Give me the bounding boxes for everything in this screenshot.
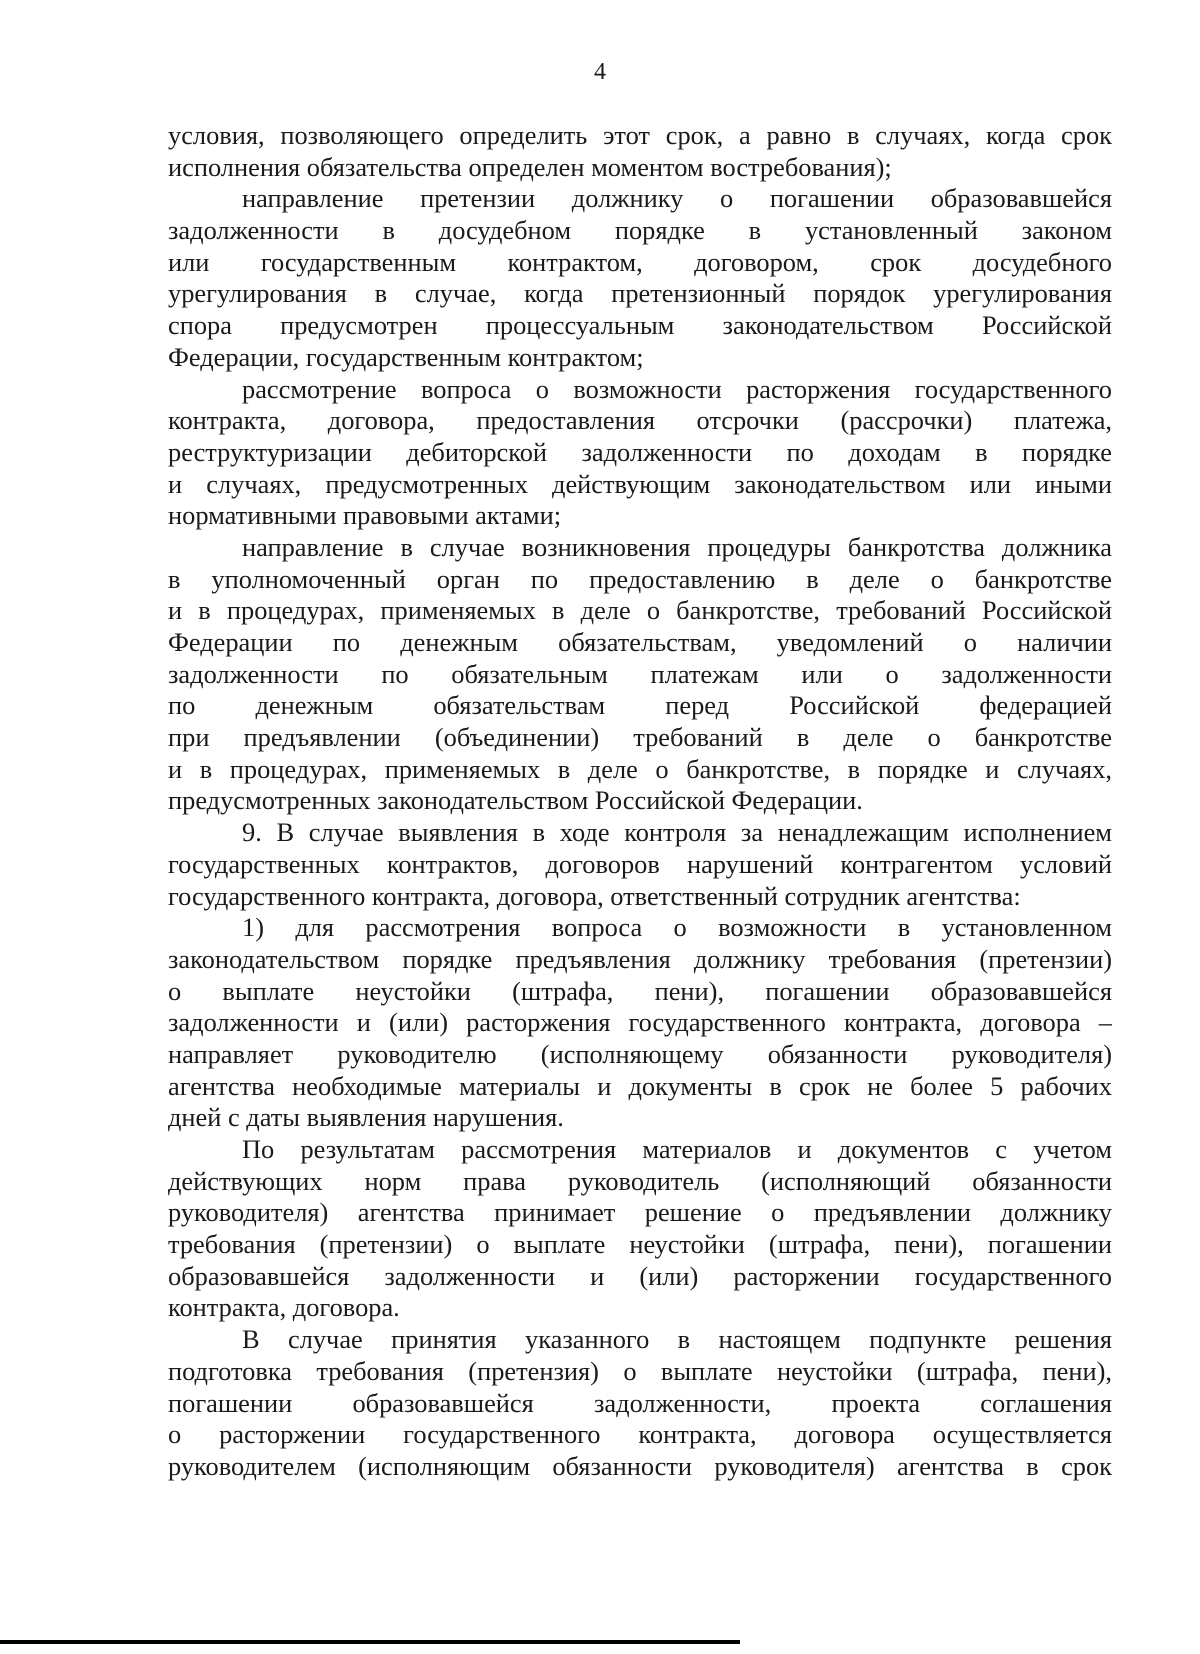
text-line: контракта, договора, предоставления отсрочки (рассрочки) платежа, (168, 405, 1112, 436)
text-line: о расторжении государственного контракта, договора осуществляется (168, 1419, 1112, 1450)
text-line: предусмотренных законодательством Российской Федерации. (168, 785, 863, 816)
text-line: задолженности по обязательным платежам или о задолженности (168, 658, 1112, 689)
text-line: спора предусмотрен процессуальным законодательством Российской (168, 310, 1112, 341)
page-number: 4 (594, 59, 606, 85)
text-line: задолженности в досудебном порядке в установленный законом (168, 215, 1112, 246)
text-line: или государственным контрактом, договором, срок досудебного (168, 246, 1112, 277)
text-line: по денежным обязательствам перед Российской федерацией (168, 690, 1112, 721)
text-line: урегулирования в случае, когда претензионный порядок урегулирования (168, 278, 1112, 309)
bottom-scan-edge (0, 1640, 740, 1644)
text-line: исполнения обязательства определен моментом востребования); (168, 151, 892, 182)
text-line: в уполномоченный орган по предоставлению в деле о банкротстве (168, 563, 1112, 594)
text-line: задолженности и (или) расторжения государственного контракта, договора – (168, 1007, 1112, 1038)
text-line: Федерации по денежным обязательствам, уведомлений о наличии (168, 627, 1112, 657)
text-line: руководителя) агентства принимает решение о предъявлении должнику (168, 1197, 1112, 1228)
text-line: 9. В случае выявления в ходе контроля за ненадлежащим исполнением (242, 817, 1112, 848)
text-line: государственных контрактов, договоров нарушений контрагентом условий (168, 848, 1112, 879)
text-line: рассмотрение вопроса о возможности расторжения государственного (242, 373, 1112, 404)
text-line: действующих норм права руководитель (исполняющий обязанности (168, 1165, 1112, 1196)
text-line: законодательством порядке предъявления должнику требования (претензии) (168, 943, 1112, 974)
text-line: руководителем (исполняющим обязанности руководителя) агентства в срок (168, 1450, 1112, 1481)
text-line: направляет руководителю (исполняющему обязанности руководителя) (168, 1038, 1112, 1069)
text-line: подготовка требования (претензия) о выплате неустойки (штрафа, пени), (168, 1355, 1112, 1386)
text-line: В случае принятия указанного в настоящем подпункте решения (242, 1324, 1112, 1355)
document-body (168, 120, 1112, 1483)
text-line: при предъявлении (объединении) требований в деле о банкротстве (168, 722, 1112, 753)
text-line: 1) для рассмотрения вопроса о возможности в установленном (242, 912, 1112, 943)
text-line: Федерации, государственным контрактом; (168, 341, 644, 372)
text-line: государственного контракта, договора, ответственный сотрудник агентства: (168, 880, 1021, 911)
text-line: образовавшейся задолженности и (или) расторжении государственного (168, 1260, 1112, 1291)
text-line: дней с даты выявления нарушения. (168, 1102, 564, 1133)
text-line: и в процедурах, применяемых в деле о банкротстве, требований Российской (168, 595, 1112, 626)
text-line: о выплате неустойки (штрафа, пени), погашении образовавшейся (168, 975, 1112, 1006)
text-line: реструктуризации дебиторской задолженности по доходам в порядке (168, 436, 1112, 467)
text-line: нормативными правовыми актами; (168, 500, 562, 531)
text-line: направление претензии должнику о погашении образовавшейся (242, 183, 1112, 214)
text-line: условия, позволяющего определить этот срок, а равно в случаях, когда срок (168, 120, 1112, 150)
text-line: контракта, договора. (168, 1292, 400, 1323)
text-line: По результатам рассмотрения материалов и документов с учетом (242, 1134, 1112, 1164)
text-line: погашении образовавшейся задолженности, проекта соглашения (168, 1387, 1112, 1418)
text-line: и в процедурах, применяемых в деле о банкротстве, в порядке и случаях, (168, 753, 1112, 784)
text-line: агентства необходимые материалы и документы в срок не более 5 рабочих (168, 1070, 1112, 1101)
text-line: направление в случае возникновения процедуры банкротства должника (242, 531, 1112, 562)
text-line: требования (претензии) о выплате неустойки (штрафа, пени), погашении (168, 1229, 1112, 1260)
text-line: и случаях, предусмотренных действующим законодательством или иными (168, 468, 1112, 499)
